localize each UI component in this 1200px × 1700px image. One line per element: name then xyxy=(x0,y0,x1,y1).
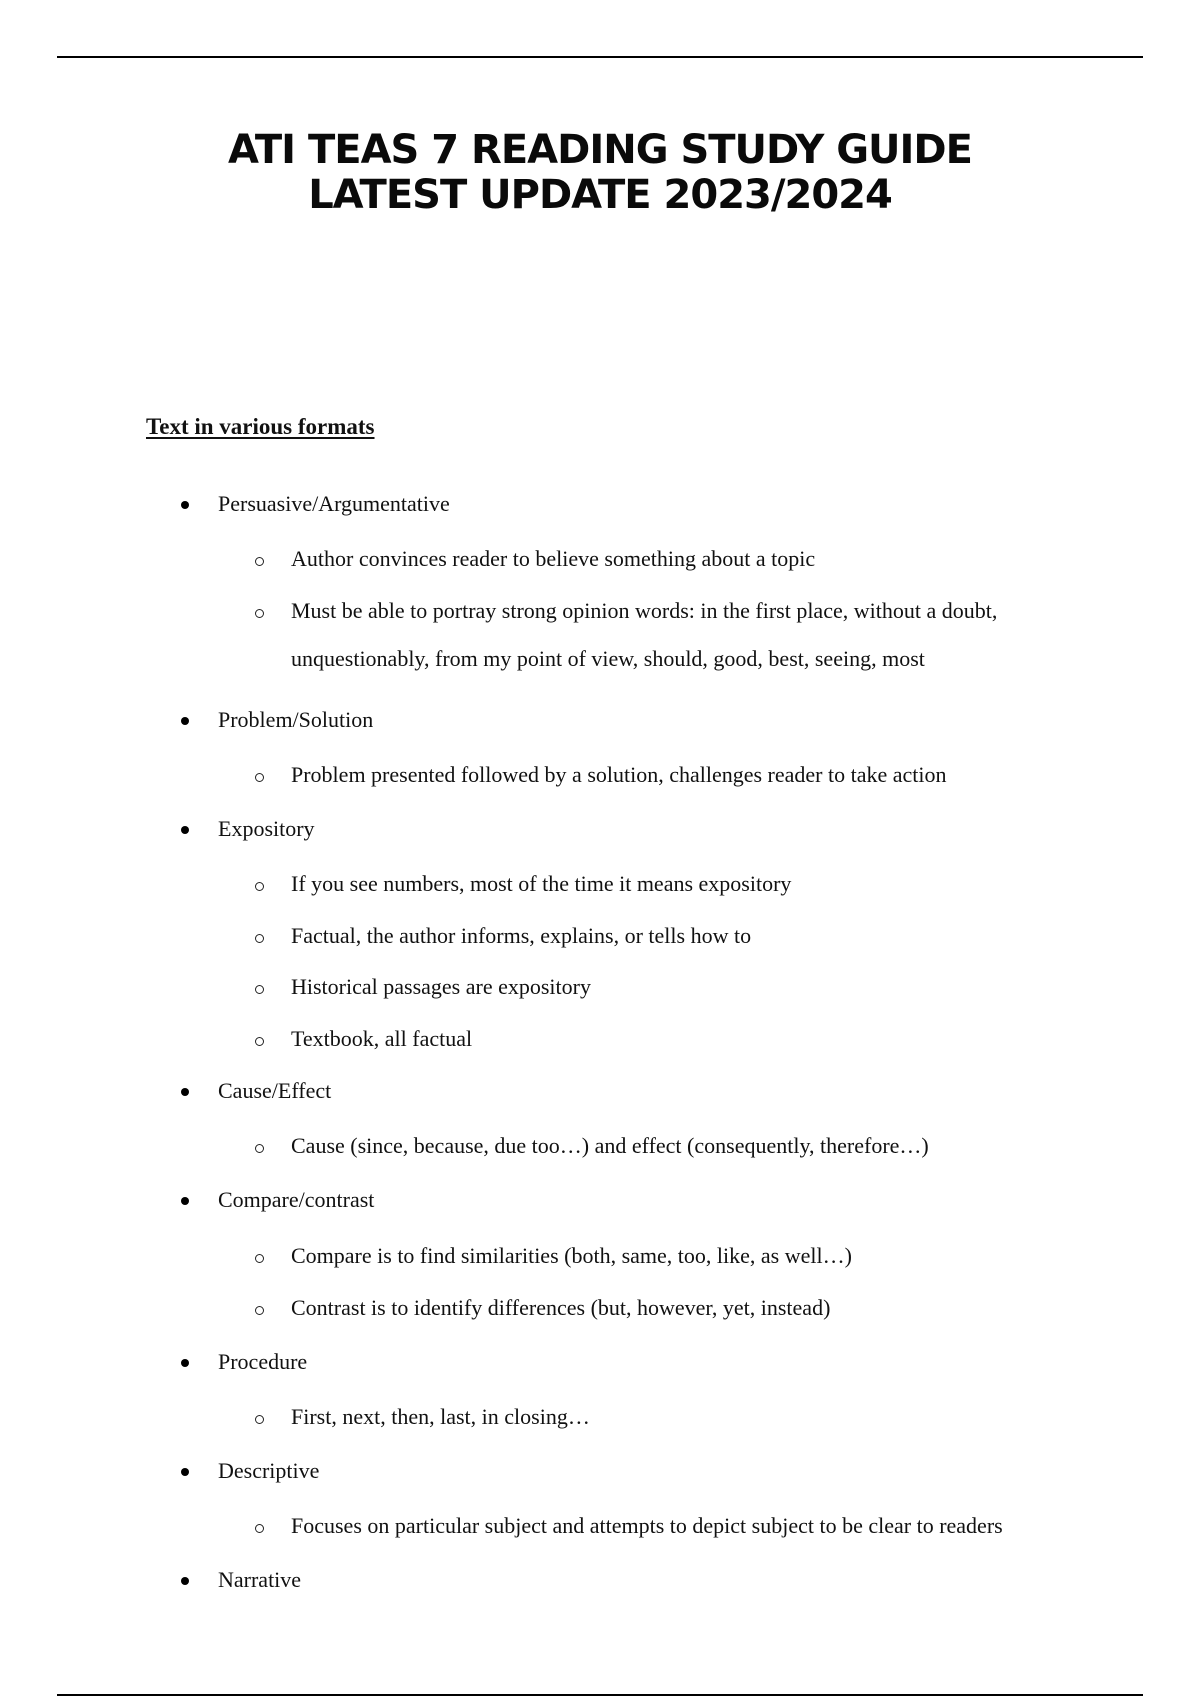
bullet-dot-icon xyxy=(181,501,189,509)
list-item: Narrative xyxy=(218,1567,302,1592)
bullet-circle-icon xyxy=(255,1254,264,1263)
sub-list-item: Focuses on particular subject and attempts to depict subject to be clear to readers xyxy=(291,1513,1003,1538)
sub-list-item: Historical passages are expository xyxy=(291,974,591,999)
bullet-circle-icon xyxy=(255,882,264,891)
list-item: Cause/Effect xyxy=(218,1078,332,1103)
bullet-circle-icon xyxy=(255,1524,264,1533)
bullet-dot-icon xyxy=(181,1197,189,1205)
section-heading: Text in various formats xyxy=(146,414,375,439)
bullet-dot-icon xyxy=(181,1577,189,1585)
sub-list-item: Compare is to find similarities (both, same, too, like, as well…) xyxy=(291,1243,852,1268)
sub-list-item: First, next, then, last, in closing… xyxy=(291,1404,590,1429)
top-rule xyxy=(57,56,1143,58)
title-line-1: ATI TEAS 7 READING STUDY GUIDE xyxy=(228,127,972,173)
document-title xyxy=(0,128,1200,218)
list-item: Problem/Solution xyxy=(218,707,374,732)
bullet-circle-icon xyxy=(255,773,264,782)
list-item: Persuasive/Argumentative xyxy=(218,491,450,516)
bullet-circle-icon xyxy=(255,557,264,566)
sub-list-item: Author convinces reader to believe something about a topic xyxy=(291,546,816,571)
bullet-dot-icon xyxy=(181,1359,189,1367)
sub-list-item: Problem presented followed by a solution, challenges reader to take action xyxy=(291,762,947,787)
bullet-dot-icon xyxy=(181,1088,189,1096)
sub-list-item: Textbook, all factual xyxy=(291,1026,473,1051)
bullet-circle-icon xyxy=(255,934,264,943)
bullet-circle-icon xyxy=(255,1037,264,1046)
list-item: Procedure xyxy=(218,1349,308,1374)
sub-list-item: Factual, the author informs, explains, or tells how to xyxy=(291,923,752,948)
bullet-dot-icon xyxy=(181,826,189,834)
list-item: Compare/contrast xyxy=(218,1187,375,1212)
bottom-rule xyxy=(57,1694,1143,1696)
sub-list-item: Cause (since, because, due too…) and effect (consequently, therefore…) xyxy=(291,1133,929,1158)
bullet-circle-icon xyxy=(255,1144,264,1153)
sub-list-item: Contrast is to identify differences (but, however, yet, instead) xyxy=(291,1295,831,1320)
sub-list-item: If you see numbers, most of the time it means expository xyxy=(291,871,792,896)
bullet-dot-icon xyxy=(181,717,189,725)
bullet-circle-icon xyxy=(255,609,264,618)
bullet-circle-icon xyxy=(255,1415,264,1424)
title-line-2: LATEST UPDATE 2023/2024 xyxy=(308,172,892,218)
bullet-dot-icon xyxy=(181,1468,189,1476)
sub-list-item: Must be able to portray strong opinion words: in the first place, without a doubt, unquestionably, from my point of view, should, good, best, seeing, most xyxy=(291,598,998,671)
bullet-circle-icon xyxy=(255,985,264,994)
bullet-circle-icon xyxy=(255,1306,264,1315)
list-item: Descriptive xyxy=(218,1458,320,1483)
list-item: Expository xyxy=(218,816,315,841)
